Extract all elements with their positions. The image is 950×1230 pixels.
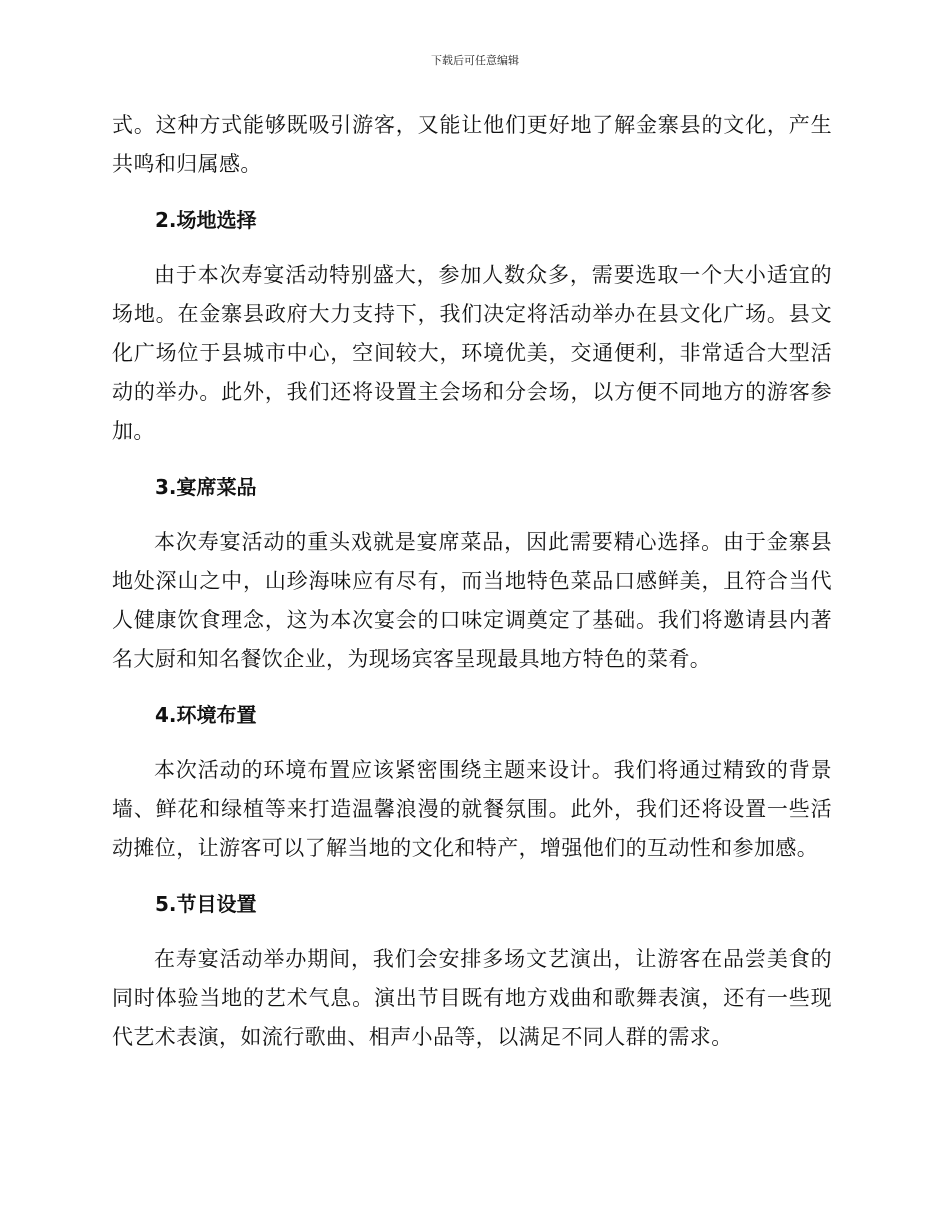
section-heading-program: 5.节目设置 — [155, 892, 257, 916]
section-heading-venue: 2.场地选择 — [155, 208, 257, 232]
section-paragraph-venue: 由于本次寿宴活动特别盛大，参加人数众多，需要选取一个大小适宜的场地。在金寨县政府大力支持下，我们决定将活动举办在县文化广场。县文化广场位于县城市中心，空间较大，环境优美，交通便利，非常适合大型活动的举办。此外，我们还将设置主会场和分会场，以方便不同地方的游客参加。 — [112, 263, 832, 443]
section-paragraph-dishes: 本次寿宴活动的重头戏就是宴席菜品，因此需要精心选择。由于金寨县地处深山之中，山珍海味应有尽有，而当地特色菜品口感鲜美，且符合当代人健康饮食理念，这为本次宴会的口味定调奠定了基础。我们将邀请县内著名大厨和知名餐饮企业，为现场宾客呈现最具地方特色的菜肴。 — [112, 530, 832, 671]
section-paragraph-decor: 本次活动的环境布置应该紧密围绕主题来设计。我们将通过精致的背景墙、鲜花和绿植等来打造温馨浪漫的就餐氛围。此外，我们还将设置一些活动摊位，让游客可以了解当地的文化和特产，增强他们的互动性和参加感。 — [112, 758, 832, 860]
section-paragraph-program: 在寿宴活动举办期间，我们会安排多场文艺演出，让游客在品尝美食的同时体验当地的艺术气息。演出节目既有地方戏曲和歌舞表演，还有一些现代艺术表演，如流行歌曲、相声小品等，以满足不同人群的需求。 — [112, 947, 832, 1049]
section-heading-decor: 4.环境布置 — [155, 703, 257, 727]
document-body — [112, 106, 832, 1077]
section-heading-dishes: 3.宴席菜品 — [155, 475, 257, 499]
intro-paragraph: 式。这种方式能够既吸引游客，又能让他们更好地了解金寨县的文化，产生共鸣和归属感。 — [112, 113, 832, 176]
page-header: 下载后可任意编辑 — [431, 54, 519, 67]
